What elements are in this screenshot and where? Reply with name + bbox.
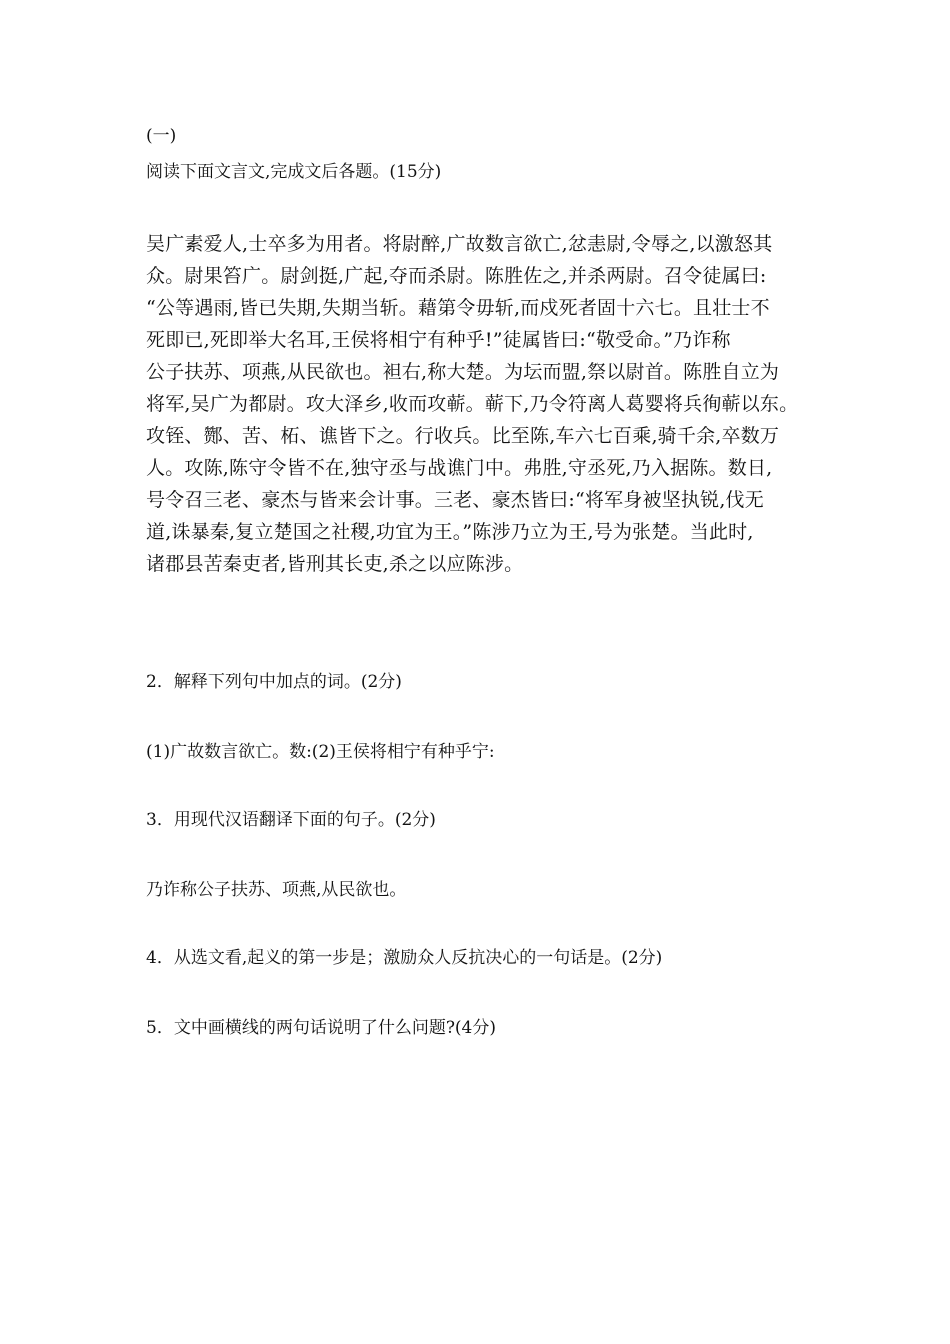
passage-line: 诸郡县苦秦吏者,皆刑其长吏,杀之以应陈涉。	[146, 553, 524, 575]
question-2: 2．解释下列句中加点的词。(2分)	[146, 672, 402, 692]
question-3: 3．用现代汉语翻译下面的句子。(2分)	[146, 810, 436, 830]
passage-line: “公等遇雨,皆已失期,失期当斩。藉第令毋斩,而戍死者固十六七。且壮士不	[146, 297, 770, 319]
passage-line: 吴广素爱人,士卒多为用者。将尉醉,广故数言欲亡,忿恚尉,令辱之,以激怒其	[146, 233, 773, 255]
instruction-text: 阅读下面文言文,完成文后各题。(15分)	[146, 162, 442, 182]
question-4: 4．从选文看,起义的第一步是；激励众人反抗决心的一句话是。(2分)	[146, 948, 663, 968]
section-marker: (一)	[146, 126, 177, 146]
passage-line: 将军,吴广为都尉。攻大泽乡,收而攻蕲。蕲下,乃令符离人葛婴将兵徇蕲以东。	[146, 393, 799, 415]
passage-line: 人。攻陈,陈守令皆不在,独守丞与战谯门中。弗胜,守丞死,乃入据陈。数日,	[146, 457, 773, 479]
classical-passage	[146, 228, 810, 580]
passage-line: 道,诛暴秦,复立楚国之社稷,功宜为王。”陈涉乃立为王,号为张楚。当此时,	[146, 521, 754, 543]
question-3-sentence: 乃诈称公子扶苏、项燕,从民欲也。	[146, 880, 407, 900]
passage-line: 死即已,死即举大名耳,王侯将相宁有种乎!”徒属皆曰:“敬受命。”乃诈称	[146, 329, 731, 351]
question-2-items: (1)广故数言欲亡。数:(2)王侯将相宁有种乎宁:	[146, 742, 495, 762]
question-5: 5．文中画横线的两句话说明了什么问题?(4分)	[146, 1018, 497, 1038]
passage-line: 攻铚、酂、苦、柘、谯皆下之。行收兵。比至陈,车六七百乘,骑千余,卒数万	[146, 425, 780, 447]
passage-line: 号令召三老、豪杰与皆来会计事。三老、豪杰皆曰:“将军身被坚执锐,伐无	[146, 489, 764, 511]
passage-line: 公子扶苏、项燕,从民欲也。袒右,称大楚。为坛而盟,祭以尉首。陈胜自立为	[146, 361, 780, 383]
passage-line: 众。尉果笞广。尉剑挺,广起,夺而杀尉。陈胜佐之,并杀两尉。召令徒属曰:	[146, 265, 767, 287]
